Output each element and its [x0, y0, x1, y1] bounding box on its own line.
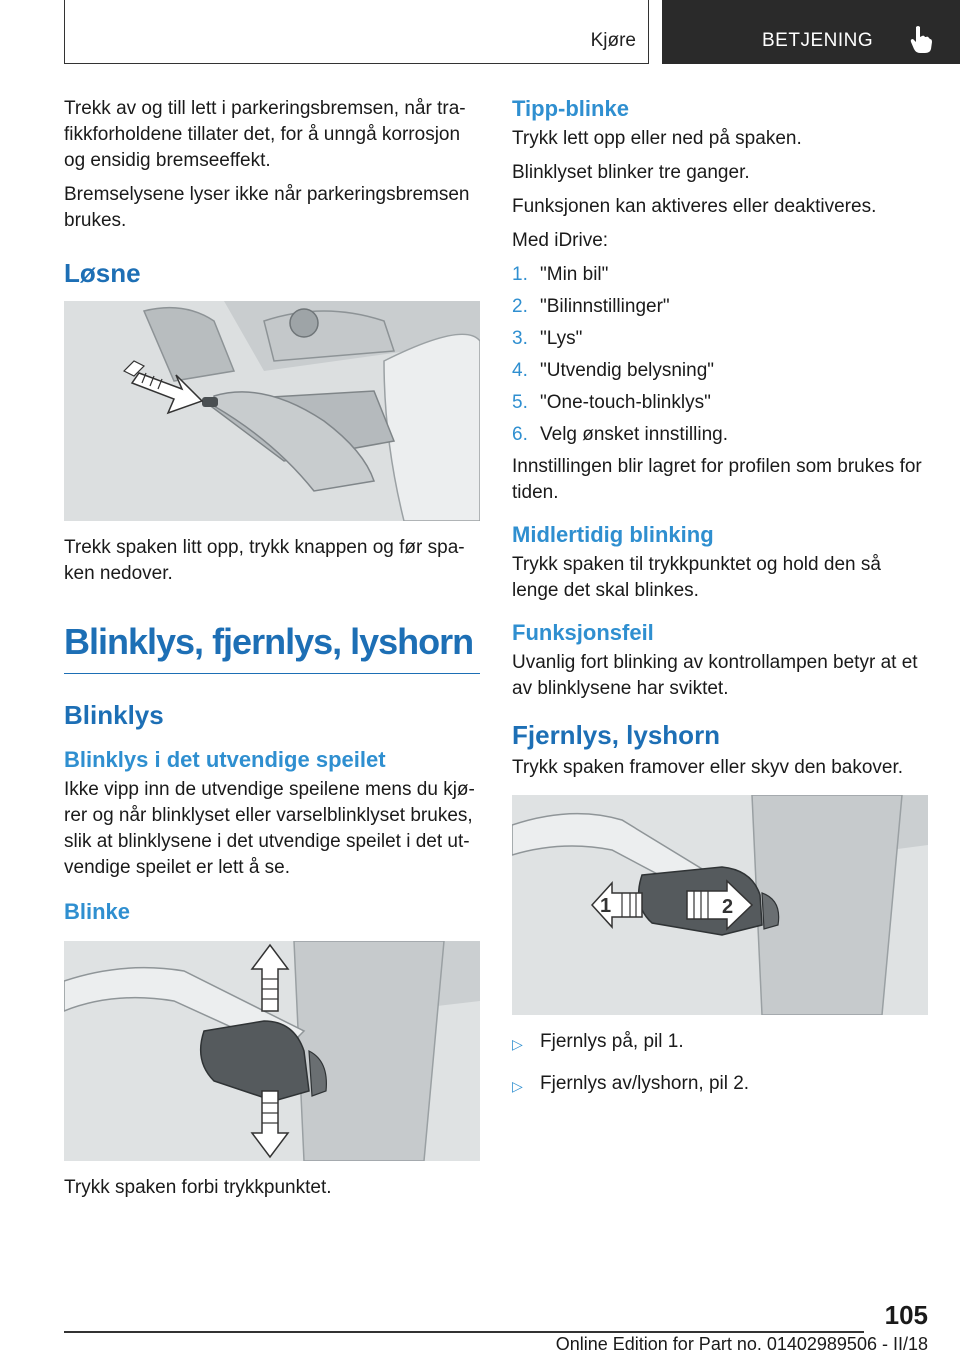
triangle-bullet-icon: ▷ [512, 1078, 523, 1094]
paragraph-tipp-1: Trykk lett opp eller ned på spaken. [512, 128, 802, 149]
chapter-title: Blinklys, fjernlys, lyshorn [64, 621, 480, 674]
caption-blinke: Trykk spaken forbi trykkpunktet. [64, 1177, 332, 1198]
heading-mirror-indicator: Blinklys i det utvendige speilet [64, 747, 386, 772]
header-chapter-label: BETJENING [762, 30, 874, 51]
list-item: 6. Velg ønsket innstilling. [512, 424, 728, 445]
list-item: 1. "Min bil" [512, 264, 609, 285]
list-item: 4. "Utvendig belysning" [512, 360, 715, 381]
heading-tipp-blinke: Tipp-blinke [512, 96, 629, 121]
heading-funksjonsfeil: Funksjonsfeil [512, 620, 654, 645]
high-beam-bullet-list [512, 1029, 928, 1099]
paragraph-parking-brake: Trekk av og till lett i parkeringsbremsen, når tra-fikkforholdene tillater det, for å unngå korrosjon og ensidig bremseeffekt. [64, 98, 466, 171]
arrow-1-label: 1 [600, 895, 612, 917]
paragraph-mirror-indicator: Ikke vipp inn de utvendige speilene mens du kjø-rer og når blinklyset eller varselblinklyset brukes, slik at blinklysene i det utvendige speilet i det ut-vendige speilet er lett å se. [64, 779, 475, 878]
heading-blinklys: Blinklys [64, 700, 164, 730]
idrive-steps-list [512, 262, 928, 448]
arrow-2-label: 2 [722, 896, 734, 918]
right-column [512, 96, 928, 1113]
illustration-high-beam-stalk [512, 795, 928, 1015]
illustration-parking-brake [64, 301, 480, 521]
header-section-label: Kjøre [590, 30, 636, 51]
figure-parking-brake [64, 301, 480, 521]
list-item: 5. "One-touch-blinklys" [512, 392, 711, 413]
illustration-indicator-stalk [64, 941, 480, 1161]
paragraph-tipp-2: Blinklyset blinker tre ganger. [512, 162, 750, 183]
paragraph-tipp-4: Med iDrive: [512, 230, 609, 251]
left-column [64, 96, 480, 1209]
list-item: ▷ Fjernlys av/lyshorn, pil 2. [512, 1071, 928, 1099]
paragraph-brake-lights: Bremselysene lyser ikke når parkeringsbremsen brukes. [64, 184, 470, 231]
paragraph-funksjonsfeil: Uvanlig fort blinking av kontrollampen betyr at et av blinklysene har sviktet. [512, 652, 918, 699]
footer-edition: Online Edition for Part no. 01402989506 - II/18 [555, 1334, 928, 1354]
header-chapter-tab [662, 0, 960, 64]
list-item: 2. "Bilinnstillinger" [512, 296, 670, 317]
heading-blinke: Blinke [64, 899, 131, 924]
list-item: 3. "Lys" [512, 328, 583, 349]
heading-losne: Løsne [64, 258, 141, 288]
paragraph-fjernlys: Trykk spaken framover eller skyv den bakover. [512, 757, 904, 778]
heading-fjernlys: Fjernlys, lyshorn [512, 720, 721, 750]
paragraph-midlertidig: Trykk spaken til trykkpunktet og hold den så lenge det skal blinkes. [512, 554, 881, 601]
footer-divider [64, 1331, 864, 1333]
paragraph-tipp-3: Funksjonen kan aktiveres eller deaktiveres. [512, 196, 877, 217]
heading-midlertidig: Midlertidig blinking [512, 522, 714, 547]
figure-indicator-stalk [64, 941, 480, 1161]
caption-losne: Trekk spaken litt opp, trykk knappen og før spa-ken nedover. [64, 537, 465, 584]
triangle-bullet-icon: ▷ [512, 1036, 523, 1052]
figure-high-beam-stalk [512, 795, 928, 1015]
hand-pointer-icon [910, 25, 932, 53]
page-number: 105 [884, 1300, 928, 1330]
header-section-tab [64, 0, 649, 64]
paragraph-setting-saved: Innstillingen blir lagret for profilen som brukes for tiden. [512, 456, 922, 503]
list-item: ▷ Fjernlys på, pil 1. [512, 1029, 928, 1057]
